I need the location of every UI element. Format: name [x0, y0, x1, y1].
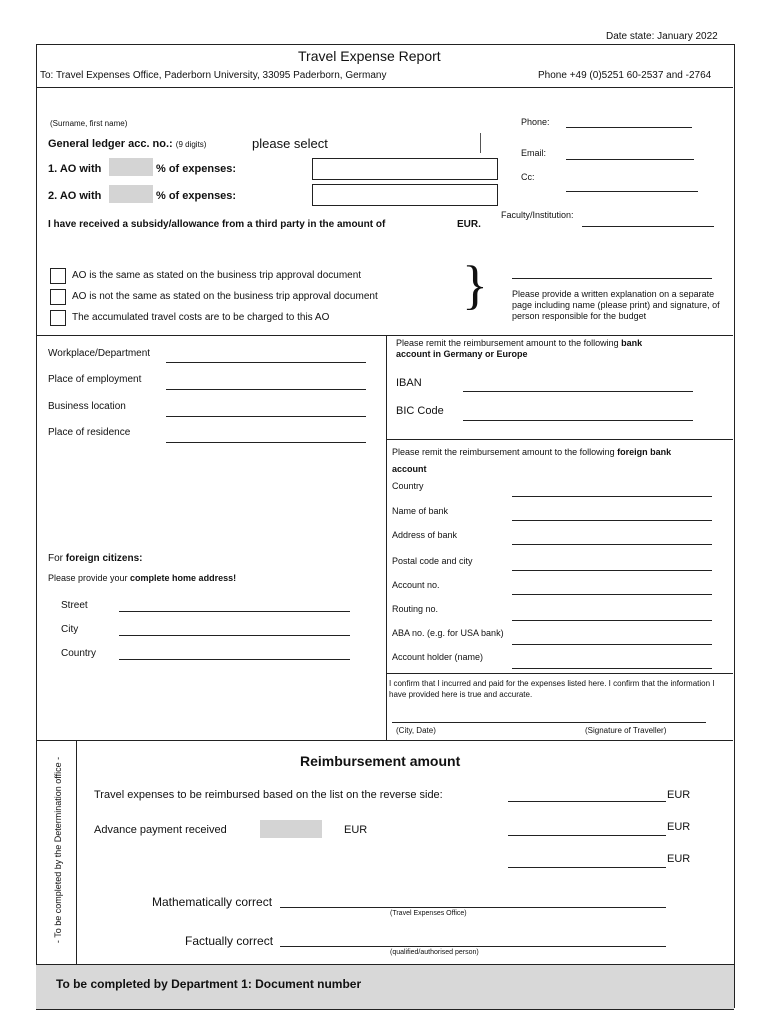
country-label: Country [61, 648, 97, 659]
address-instruction-pre: Please provide your [48, 573, 131, 583]
page-title: Travel Expense Report [298, 48, 441, 64]
math-correct-sub: (Travel Expenses Office) [390, 910, 467, 917]
travel-expenses-label: Travel expenses to be reimbursed based on the list on the reverse side: [94, 789, 443, 801]
foreign-country-label: Country [392, 481, 424, 491]
subsidy-text: I have received a subsidy/allowance from a third party in the amount of [48, 219, 386, 230]
residence-label: Place of residence [48, 427, 131, 438]
advance-total-eur: EUR [667, 821, 691, 833]
routing-no-label: Routing no. [392, 604, 439, 614]
ao1-percent-field[interactable] [109, 158, 153, 176]
phone-label: Phone: [521, 117, 550, 127]
bank-eu-intro [396, 338, 716, 360]
account-no-label: Account no. [392, 580, 440, 590]
foreign-heading-pre: For [48, 553, 66, 564]
ao2-percent-field[interactable] [109, 185, 153, 203]
faculty-field[interactable] [582, 226, 714, 227]
residence-field[interactable] [166, 442, 366, 443]
ledger-label: General ledger acc. no.: [48, 138, 173, 150]
address-instruction [48, 573, 236, 583]
ledger-select[interactable]: please select [252, 136, 328, 151]
ledger-divider [480, 133, 481, 153]
footer-text: To be completed by Department 1: Document number [56, 977, 362, 991]
bank-foreign-intro-text: Please remit the reimbursement amount to the following [392, 447, 615, 457]
confirm-signature-line[interactable] [392, 722, 706, 723]
foreign-country-field[interactable] [512, 496, 712, 497]
routing-no-field[interactable] [512, 620, 712, 621]
ao-same-label: AO is the same as stated on the business trip approval document [72, 270, 362, 281]
confirm-divider [386, 673, 733, 674]
ao-note: Please provide a written explanation on a separate page including name (please print) and signature, of person responsible for the budget [512, 289, 720, 321]
bank-eu-intro-bold: bank [621, 338, 643, 348]
side-divider [76, 740, 77, 964]
email-label: Email: [521, 148, 547, 158]
bank-divider [386, 439, 733, 440]
account-holder-label: Account holder (name) [392, 652, 484, 662]
column-divider [386, 335, 387, 740]
balance-field[interactable] [508, 867, 666, 868]
city-date-label: (City, Date) [396, 726, 436, 735]
advance-field[interactable] [260, 820, 322, 838]
ao-same-checkbox[interactable] [50, 268, 66, 284]
date-state: Date state: January 2022 [606, 31, 718, 42]
travel-expenses-eur: EUR [667, 789, 691, 801]
city-field[interactable] [119, 635, 350, 636]
fact-correct-sub: (qualified/authorised person) [390, 949, 479, 956]
postal-city-field[interactable] [512, 570, 712, 571]
faculty-label: Faculty/Institution: [501, 210, 574, 220]
confirm-text: I confirm that I incurred and paid for the expenses listed here. I confirm that the information I have provided here is true and accurate. [389, 679, 715, 699]
account-holder-field[interactable] [512, 668, 712, 669]
math-correct-label: Mathematically correct [152, 895, 273, 909]
ledger-row [48, 138, 206, 150]
ao-explanation-line[interactable] [512, 278, 712, 279]
bank-foreign-intro [392, 444, 722, 478]
bic-field[interactable] [463, 420, 693, 421]
header-rule [36, 87, 733, 88]
ao2-suffix: % of expenses: [156, 190, 237, 202]
advance-eur: EUR [344, 824, 368, 836]
bank-eu-intro-text: Please remit the reimbursement amount to the following [396, 338, 619, 348]
reimbursement-title: Reimbursement amount [300, 753, 461, 769]
aba-no-label: ABA no. (e.g. for USA bank) [392, 628, 504, 638]
employment-label: Place of employment [48, 374, 142, 385]
foreign-heading-bold: foreign citizens: [65, 553, 143, 564]
curly-brace: } [462, 255, 488, 315]
reimbursement-rule [36, 740, 733, 741]
side-label: - To be completed by the Determination office - [53, 756, 63, 944]
account-no-field[interactable] [512, 594, 712, 595]
email-field[interactable] [566, 159, 694, 160]
country-field[interactable] [119, 659, 350, 660]
subsidy-unit: EUR. [457, 219, 481, 230]
ao-accumulated-checkbox[interactable] [50, 310, 66, 326]
advance-total-field[interactable] [508, 835, 666, 836]
street-label: Street [61, 600, 88, 611]
postal-city-label: Postal code and city [392, 556, 473, 566]
workplace-label: Workplace/Department [48, 348, 151, 359]
employment-field[interactable] [166, 389, 366, 390]
bank-eu-intro-bold2: account in Germany or Europe [396, 349, 528, 359]
balance-eur: EUR [667, 853, 691, 865]
address-instruction-bold: complete home address! [130, 573, 237, 583]
signature-label: (Signature of Traveller) [585, 726, 667, 735]
bank-foreign-intro-bold2: account [392, 464, 427, 474]
to-line: To: Travel Expenses Office, Paderborn University, 33095 Paderborn, Germany [40, 70, 387, 81]
bank-name-label: Name of bank [392, 506, 449, 516]
travel-expenses-field[interactable] [508, 801, 666, 802]
bank-address-label: Address of bank [392, 530, 458, 540]
math-correct-field[interactable] [280, 907, 666, 908]
iban-label: IBAN [396, 377, 422, 389]
ledger-hint: (9 digits) [175, 140, 207, 149]
ao1-suffix: % of expenses: [156, 163, 237, 175]
ao1-input[interactable] [312, 158, 498, 180]
business-field[interactable] [166, 416, 366, 417]
cc-field[interactable] [566, 191, 698, 192]
advance-label: Advance payment received [94, 824, 227, 836]
surname-label: (Surname, first name) [50, 119, 128, 128]
city-label: City [61, 624, 79, 635]
bank-foreign-intro-bold: foreign bank [617, 447, 672, 457]
ao1-prefix: 1. AO with [48, 163, 102, 175]
business-label: Business location [48, 401, 126, 412]
ao2-input[interactable] [312, 184, 498, 206]
bank-name-field[interactable] [512, 520, 712, 521]
bic-label: BIC Code [396, 405, 444, 417]
phone-line: Phone +49 (0)5251 60-2537 and -2764 [538, 70, 712, 81]
workplace-field[interactable] [166, 362, 366, 363]
fact-correct-label: Factually correct [185, 934, 274, 948]
section-rule [36, 335, 733, 336]
ao2-prefix: 2. AO with [48, 190, 102, 202]
ao-different-checkbox[interactable] [50, 289, 66, 305]
ao-different-label: AO is not the same as stated on the business trip approval document [72, 291, 378, 302]
cc-label: Cc: [521, 172, 535, 182]
aba-no-field[interactable] [512, 644, 712, 645]
iban-field[interactable] [463, 391, 693, 392]
bank-address-field[interactable] [512, 544, 712, 545]
street-field[interactable] [119, 611, 350, 612]
foreign-heading [48, 553, 142, 564]
fact-correct-field[interactable] [280, 946, 666, 947]
phone-field[interactable] [566, 127, 692, 128]
ao-accumulated-label: The accumulated travel costs are to be charged to this AO [72, 312, 330, 323]
